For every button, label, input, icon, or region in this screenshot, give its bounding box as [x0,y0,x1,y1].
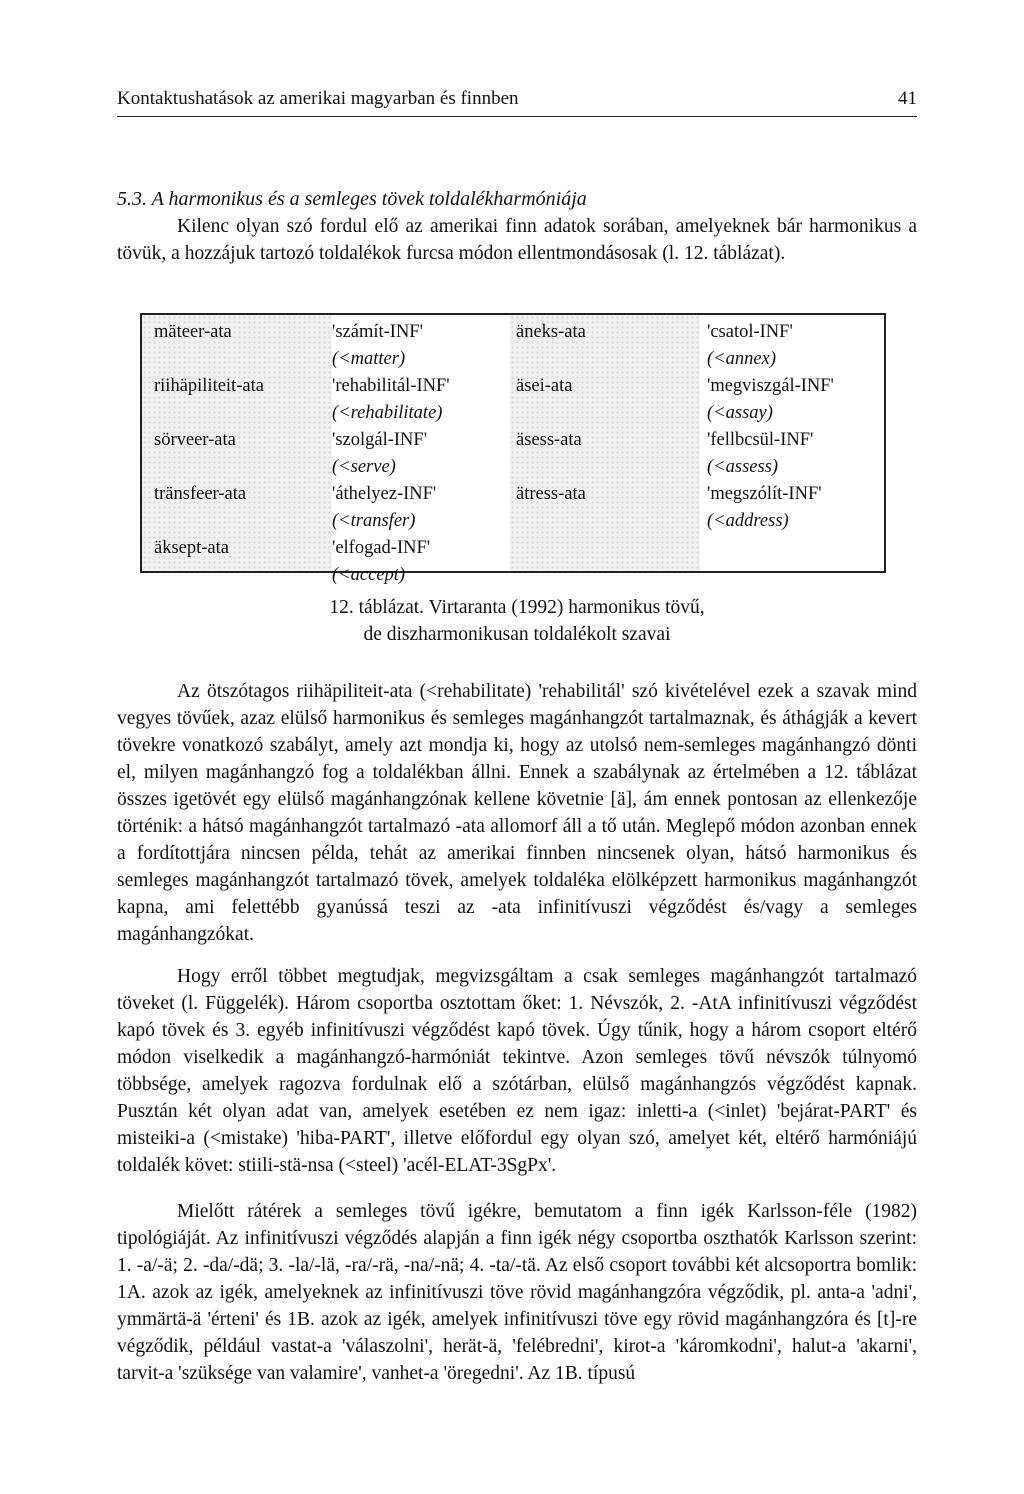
left-gloss-column [332,319,450,589]
caption-line-1: 12. táblázat. Virtaranta (1992) harmonikus tövű, [329,597,705,618]
table-gloss [332,481,450,535]
gloss-hu: 'elfogad-INF' [332,538,431,558]
table-gloss [332,373,450,427]
body-paragraph-2: Az ötszótagos riihäpiliteit-ata (<rehabilitate) 'rehabilitál' szó kivételével ezek a szavak mind vegyes tövűek, azaz elülső harmonikus és semleges magánhangzót tartalmaznak, és áthágják a kevert tövekre vonatkozó szabályt, amely azt mondja ki, hogy az utolsó nem-semleges magánhangzó dönti el, milyen magánhangzó fog a toldalékban állni. Ennek a szabálynak az értelmében a 12. táblázat összes igetövét egy elülső magánhangzónak kellene követnie [ä], ám ennek pontosan az ellenkezője történik: a hátsó magánhangzót tartalmazó -ata allomorf áll a tő után. Meglepő módon azonban ennek a fordítottjára nincsen példa, tehát az amerikai finnben nincsenek olyan, hátsó harmonikus és semleges magánhangzót tartalmazó tövek, amelyek toldaléka elölképzett harmonikus magánhangzót kapna, ami felettébb gyanússá teszi az -ata infinitívuszi végződést és/vagy a semleges magánhangzókat. [117,681,917,945]
table-gloss [332,427,450,481]
table-caption [117,594,917,648]
left-word-column [154,319,264,589]
word-table [140,313,886,585]
body-paragraph-4: Mielőtt rátérek a semleges tövű igékre, bemutatom a finn igék Karlsson-féle (1982) tipológiáját. Az infinitívuszi végződés alapján a finn igék négy csoportba oszthatók Karlsson szerint: 1. -a/-ä; 2. -da/-dä; 3. -la/-lä, -ra/-rä, -na/-nä; 4. -ta/-tä. Az első csoport további két alcsoportra bomlik: 1A. azok az igék, amelyeknek az infinitívuszi töve rövid magánhangzóra végződik, pl. anta-a 'adni', ymmärtä-ä 'érteni' és 1B. azok az igék, amelyek infinitívuszi töve egy rövid magánhangzóra és [t]-re végződik, például vastat-a 'válaszolni', herät-ä, 'felébredni', kirot-a 'káromkodni', halut-a 'akarni', tarvit-a 'szüksége van valamire', vanhet-a 'öregedni'. Az 1B. típusú [117,1201,917,1384]
gloss-hu: 'szolgál-INF' [332,430,428,450]
gloss-hu: 'megviszgál-INF' [707,376,834,396]
gloss-source: (<matter) [332,349,406,369]
table-gloss [332,535,450,589]
gloss-hu: 'megszólít-INF' [707,484,822,504]
gloss-source: (<transfer) [332,511,416,531]
table-word: äsess-ata [516,430,582,450]
gloss-hu: 'számít-INF' [332,322,423,342]
section-heading: 5.3. A harmonikus és a semleges tövek toldalékharmóniája [117,188,587,210]
intro-paragraph: Kilenc olyan szó fordul elő az amerikai finn adatok sorában, amelyeknek bár harmonikus a tövük, a hozzájuk tartozó toldalékok furcsa módon ellentmondásosak (l. 12. táblázat). [117,216,917,264]
caption-line-2: de diszharmonikusan toldalékolt szavai [363,624,671,645]
gloss-hu: 'fellbcsül-INF' [707,430,814,450]
table-word: äneks-ata [516,322,586,342]
gloss-hu: 'rehabilitál-INF' [332,376,450,396]
gloss-hu: 'csatol-INF' [707,322,793,342]
table-word: riihäpiliteit-ata [154,376,264,396]
right-gloss-column [707,319,834,535]
page-number: 41 [898,88,917,109]
table-word: mäteer-ata [154,322,232,342]
gloss-source: (<serve) [332,457,396,477]
running-title: Kontaktushatások az amerikai magyarban és finnben [117,88,519,109]
table-gloss [707,319,834,373]
body-paragraph-3: Hogy erről többet megtudjak, megvizsgáltam a csak semleges magánhangzót tartalmazó töveket (l. Függelék). Három csoportba osztottam őket: 1. Névszók, 2. -AtA infinitívuszi végződést kapó tövek és 3. egyéb infinitívuszi végződést kapó tövek. Úgy tűnik, hogy a három csoport eltérő módon viselkedik a magánhangzó-harmóniát tekintve. Azon semleges tövű névszók túlnyomó többsége, amelyek ragozva fordulnak elő a szótárban, elülső magánhangzós végződést kapnak. Pusztán két olyan adat van, amelyek esetében ez nem igaz: inletti-a (<inlet) 'bejárat-PART' és misteiki-a (<mistake) 'hiba-PART', illetve előfordul egy olyan szó, amelyet két, eltérő harmóniájú toldalék követ: stiili-stä-nsa (<steel) 'acél-ELAT-3SgPx'. [117,966,917,1176]
gloss-hu: 'áthelyez-INF' [332,484,437,504]
gloss-source: (<rehabilitate) [332,403,443,423]
table-word: ätress-ata [516,484,586,504]
gloss-source: (<address) [707,511,789,531]
table-word: sörveer-ata [154,430,236,450]
table-gloss [707,481,834,535]
gloss-source: (<assay) [707,403,773,423]
running-header [117,88,917,117]
gloss-source: (<assess) [707,457,779,477]
table-word: äsei-ata [516,376,573,396]
gloss-source: (<accept) [332,565,406,585]
right-word-column [516,319,586,535]
gloss-source: (<annex) [707,349,776,369]
table-gloss [332,319,450,373]
table-gloss [707,427,834,481]
table-gloss [707,373,834,427]
table-word: tränsfeer-ata [154,484,247,504]
table-word: äksept-ata [154,538,229,558]
